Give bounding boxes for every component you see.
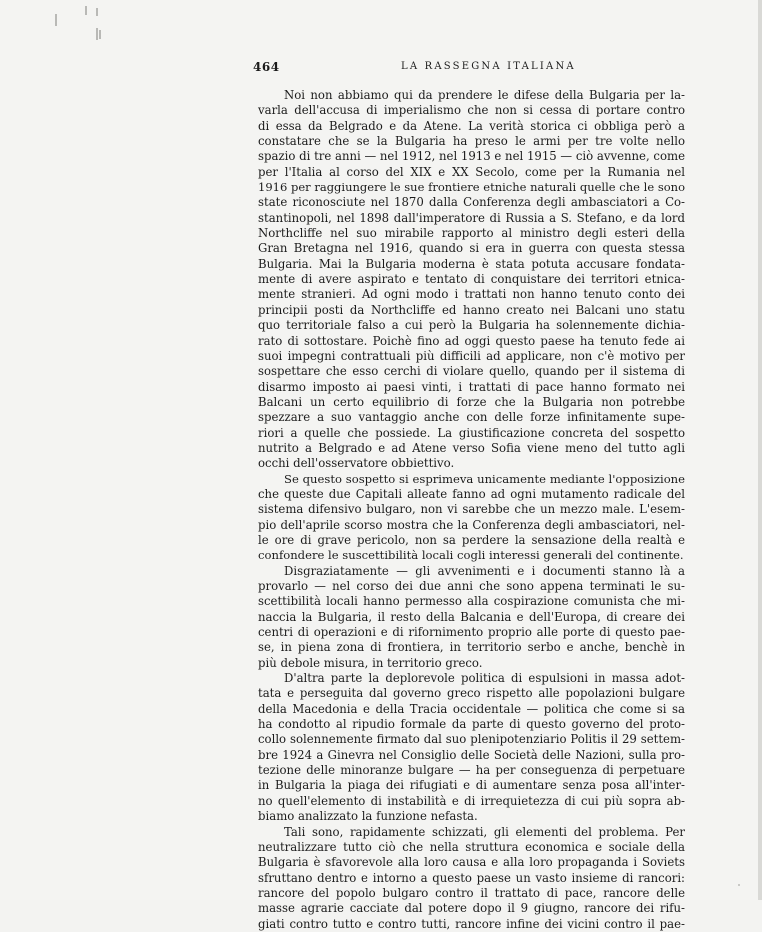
text-line: tezione delle minoranze bulgare — ha per conseguenza di perpetuare <box>258 763 685 778</box>
text-line: spezzare a suo vantaggio anche con delle forze infinitamente supe- <box>258 410 685 425</box>
text-line: sfruttano dentro e intorno a questo paese un vasto insieme di rancori: <box>258 870 685 885</box>
text-line: naccia la Bulgaria, il resto della Balcania e dell'Europa, di creare dei <box>258 609 685 624</box>
text-line: rato di sottostare. Poichè fino ad oggi questo paese ha tenuto fede ai <box>258 333 685 348</box>
text-line: scettibilità locali hanno permesso alla cospirazione comunista che mi- <box>258 594 685 609</box>
text-line: se, in piena zona di frontiera, in territorio serbo e anche, benchè in <box>258 640 685 655</box>
text-line: varla dell'accusa di imperialismo che non si cessa di portare contro <box>258 103 685 118</box>
text-line: sistema difensivo bulgaro, non vi sarebbe che un mezzo male. L'esem- <box>258 502 685 517</box>
text-line: occhi dell'osservatore obbiettivo. <box>258 456 455 471</box>
text-line: disarmo imposto ai paesi vinti, i trattati di pace hanno formato nei <box>258 379 685 394</box>
text-line: Balcani un certo equilibrio di forze che la Bulgaria non potrebbe <box>258 394 685 409</box>
text-line: tata e perseguita dal governo greco rispetto alle popolazioni bulgare <box>258 686 685 701</box>
scan-edge <box>758 0 762 900</box>
text-line: della Macedonia e della Tracia occidentale — politica che come si sa <box>258 701 685 716</box>
text-line: che queste due Capitali alleate fanno ad ogni mutamento radicale del <box>258 486 685 501</box>
text-line: Gran Bretagna nel 1916, quando si era in guerra con questa stessa <box>258 241 685 256</box>
text-line: riori a quelle che possiede. La giustificazione concreta del sospetto <box>258 425 685 440</box>
text-line: stantinopoli, nel 1898 dall'imperatore di Russia a S. Stefano, e da lord <box>258 210 685 225</box>
text-line: Northcliffe nel suo mirabile rapporto al ministro degli esteri della <box>258 226 685 241</box>
page-header <box>253 60 687 76</box>
text-line: giati contro tutto e contro tutti, rancore infine dei vicini contro il pae- <box>258 916 685 931</box>
text-line: biamo analizzato la funzione nefasta. <box>258 809 478 824</box>
text-line: Disgraziatamente — gli avvenimenti e i documenti stanno là a <box>284 563 685 578</box>
scan-speck <box>738 884 740 886</box>
text-line: mente stranieri. Ad ogni modo i trattati non hanno tenuto conto dei <box>258 287 685 302</box>
text-line: nutrito a Belgrado e ad Atene verso Sofia viene meno del tutto agli <box>258 440 685 455</box>
text-line: masse agrarie cacciate dal potere dopo il 9 giugno, rancore dei rifu- <box>258 901 685 916</box>
text-line: Noi non abbiamo qui da prendere le difese della Bulgaria per la- <box>284 88 685 102</box>
text-line: le ore di grave pericolo, non sa perdere la sensazione della realtà e <box>258 532 685 547</box>
text-line: Se questo sospetto si esprimeva unicamente mediante l'opposizione <box>284 471 685 486</box>
text-line: neutralizzare tutto ciò che nella struttura economica e sociale della <box>258 839 685 854</box>
text-line: state riconosciute nel 1870 dalla Conferenza degli ambasciatori a Co- <box>258 195 685 210</box>
text-line: 1916 per raggiungere le sue frontiere etniche naturali quelle che le sono <box>258 180 685 195</box>
text-line: mente di avere aspirato e tentato di conquistare dei territori etnica- <box>258 272 685 287</box>
article-body <box>258 88 685 932</box>
text-line: bre 1924 a Ginevra nel Consiglio delle Società delle Nazioni, sulla pro- <box>258 747 685 762</box>
text-line: pio dell'aprile scorso mostra che la Conferenza degli ambasciatori, nel- <box>258 517 685 532</box>
text-line: Bulgaria. Mai la Bulgaria moderna è stata potuta accusare fondata- <box>258 256 685 271</box>
scan-marks <box>55 6 115 46</box>
text-line: sospettare che esso cerchi di violare quello, quando per il sistema di <box>258 364 685 379</box>
text-line: quo territoriale falso a cui però la Bulgaria ha solennemente dichia- <box>258 318 685 333</box>
text-line: ha condotto al ripudio formale da parte di questo governo del proto- <box>258 717 685 732</box>
text-line: collo solennemente firmato dal suo plenipotenziario Politis il 29 settem- <box>258 732 685 747</box>
text-line: suoi impegni contrattuali più difficili ad applicare, non c'è motivo per <box>258 348 685 363</box>
text-line: in Bulgaria la piaga dei rifugiati e di aumentare senza posa all'inter- <box>258 778 685 793</box>
text-line: Bulgaria è sfavorevole alla loro causa e alla loro propaganda i Soviets <box>258 855 685 870</box>
text-line: provarlo — nel corso dei due anni che sono appena terminati le su- <box>258 579 685 593</box>
page-number: 464 <box>253 60 280 74</box>
text-line: rancore del popolo bulgaro contro il trattato di pace, rancore delle <box>258 885 685 900</box>
text-line: D'altra parte la deplorevole politica di espulsioni in massa adot- <box>284 671 685 686</box>
text-line: principii posti da Northcliffe ed hanno creato nei Balcani uno statu <box>258 302 685 317</box>
text-line: spazio di tre anni — nel 1912, nel 1913 e nel 1915 — ciò avvenne, come <box>258 149 685 164</box>
text-line: no quell'elemento di instabilità e di irrequietezza di cui più sopra ab- <box>258 793 685 808</box>
text-line: di essa da Belgrado e da Atene. La verità storica ci obbliga però a <box>258 118 685 133</box>
running-head: LA RASSEGNA ITALIANA <box>401 61 576 72</box>
text-line: centri di operazioni e di rifornimento proprio alle porte di questo pae- <box>258 625 685 640</box>
text-line: più debole misura, in territorio greco. <box>258 655 483 670</box>
text-line: constatare che se la Bulgaria ha preso le armi per tre volte nello <box>258 134 685 149</box>
text-line: per l'Italia al corso del XIX e XX Secolo, come per la Rumania nel <box>258 164 685 179</box>
text-line: Tali sono, rapidamente schizzati, gli elementi del problema. Per <box>284 824 685 839</box>
text-line: confondere le suscettibilità locali cogli interessi generali del continente. <box>258 548 684 563</box>
